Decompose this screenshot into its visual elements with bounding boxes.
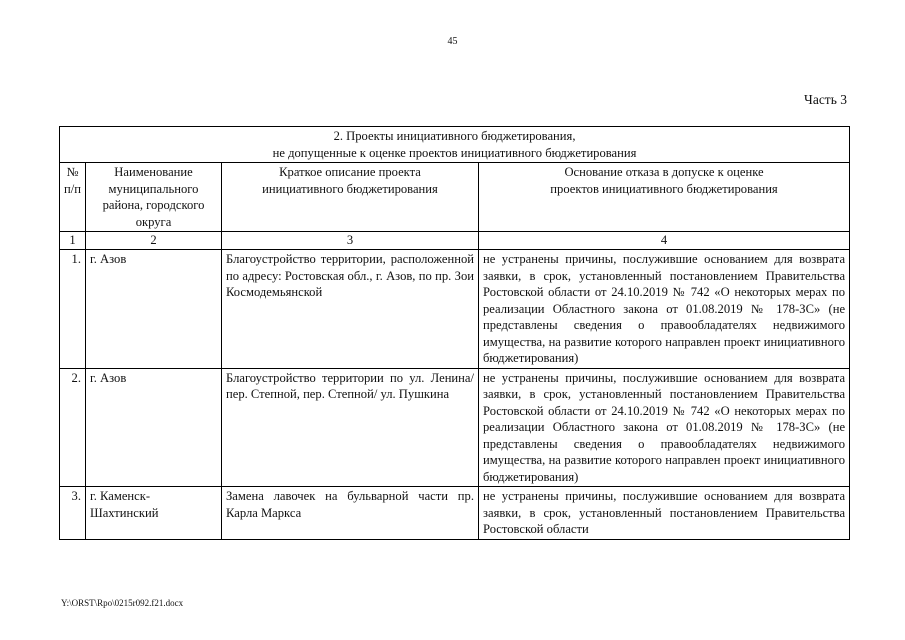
header-reason-line2: проектов инициативного бюджетирования [550, 181, 778, 196]
column-number: 2 [86, 232, 222, 250]
header-municipality: Наименование муниципального района, городского округа [86, 163, 222, 232]
header-reason-line1: Основание отказа в допуске к оценке [564, 165, 764, 179]
section-title-line1: 2. Проекты инициативного бюджетирования, [333, 129, 576, 143]
header-number: № п/п [60, 163, 86, 232]
column-number: 4 [479, 232, 850, 250]
row-municipality: г. Каменск-Шахтинский [86, 487, 222, 540]
section-title-row [60, 127, 850, 163]
header-row [60, 163, 850, 232]
header-description-line1: Краткое описание проекта [279, 165, 421, 179]
table-row [60, 368, 850, 487]
row-number: 2. [60, 368, 86, 487]
header-description-line2: инициативного бюджетирования [262, 181, 438, 196]
row-description: Благоустройство территории по ул. Ленина/пер. Степной, пер. Степной/ ул. Пушкина [222, 368, 479, 487]
column-number: 3 [222, 232, 479, 250]
section-title [60, 127, 850, 163]
row-reason: не устранены причины, послужившие основанием для возврата заявки, в срок, установленный постановлением Правительства Ростовской области [479, 487, 850, 540]
row-description: Благоустройство территории, расположенной по адресу: Ростовская обл., г. Азов, по пр. Зои Космодемьянской [222, 250, 479, 369]
column-number: 1 [60, 232, 86, 250]
header-reason [479, 163, 850, 232]
table-row [60, 487, 850, 540]
row-number: 3. [60, 487, 86, 540]
table-row [60, 250, 850, 369]
projects-table [59, 126, 850, 540]
footer-file-path: Y:\ORST\Rpo\0215r092.f21.docx [61, 598, 184, 608]
row-municipality: г. Азов [86, 368, 222, 487]
row-reason: не устранены причины, послужившие основанием для возврата заявки, в срок, установленный постановлением Правительства Ростовской области от 24.10.2019 № 742 «О некоторых мерах по реализации Областного закона от 01.08.2019 № 178-ЗС» (не представлены сведения о правообладателях недвижимого имущества, на развитие которого направлен проект инициативного бюджетирования) [479, 368, 850, 487]
section-title-line2: не допущенные к оценке проектов инициативного бюджетирования [272, 145, 637, 160]
row-description: Замена лавочек на бульварной части пр. Карла Маркса [222, 487, 479, 540]
column-number-row [60, 232, 850, 250]
row-reason: не устранены причины, послужившие основанием для возврата заявки, в срок, установленный постановлением Правительства Ростовской области от 24.10.2019 № 742 «О некоторых мерах по реализации Областного закона от 01.08.2019 № 178-ЗС» (не представлены сведения о правообладателях недвижимого имущества, на развитие которого направлен проект инициативного бюджетирования) [479, 250, 850, 369]
header-description [222, 163, 479, 232]
part-label: Часть 3 [804, 92, 847, 107]
row-number: 1. [60, 250, 86, 369]
page-number: 45 [447, 36, 458, 47]
row-municipality: г. Азов [86, 250, 222, 369]
